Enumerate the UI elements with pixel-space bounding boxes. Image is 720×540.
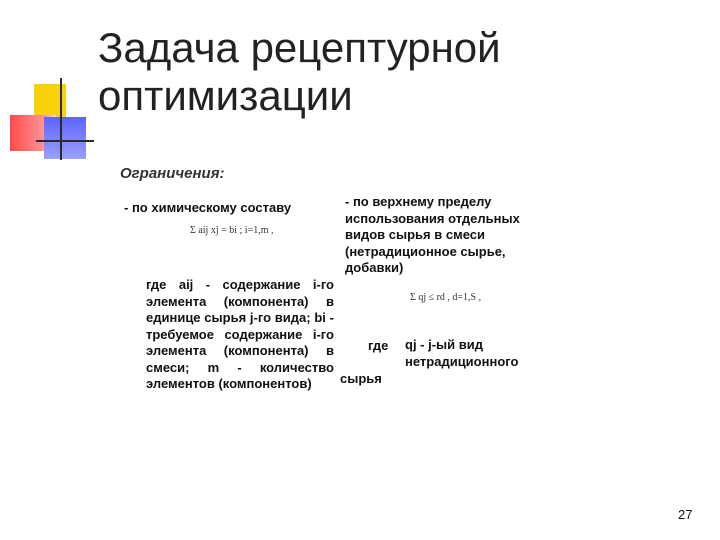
page-number: 27 (678, 507, 693, 522)
title-line-2: оптимизации (98, 72, 353, 119)
decor-vertical-line (60, 78, 62, 160)
constraints-heading: Ограничения: (120, 165, 225, 182)
chemical-composition-explanation: где aij - содержание i-го элемента (компонента) в единице сырья j-го вида; bi - требуемое содержание i-го элемента (компонента) в смеси; m - количество элементов (компонентов) (146, 277, 334, 391)
upper-limit-description: - по верхнему пределу использования отдельных видов сырья в смеси (нетрадиционное сырье, добавки) (345, 194, 520, 275)
formula-1-text: Σ aij xj = bi ; i=1,m , (190, 225, 274, 236)
decor-horizontal-line (36, 140, 94, 142)
chemical-composition-heading: - по химическому составу (124, 200, 292, 215)
qj-explanation: qj - j-ый вид нетрадиционного (405, 337, 519, 369)
title-line-1: Задача рецептурной (98, 24, 501, 71)
raw-material-label: сырья (340, 371, 382, 386)
formula-2-text: Σ qj ≤ rd , d=1,S , (410, 292, 482, 303)
upper-limit-formula (410, 292, 481, 303)
where-label: где (368, 338, 389, 353)
slide-title (98, 24, 501, 120)
chemical-composition-formula (190, 225, 274, 236)
decor-blue-square (44, 117, 86, 159)
